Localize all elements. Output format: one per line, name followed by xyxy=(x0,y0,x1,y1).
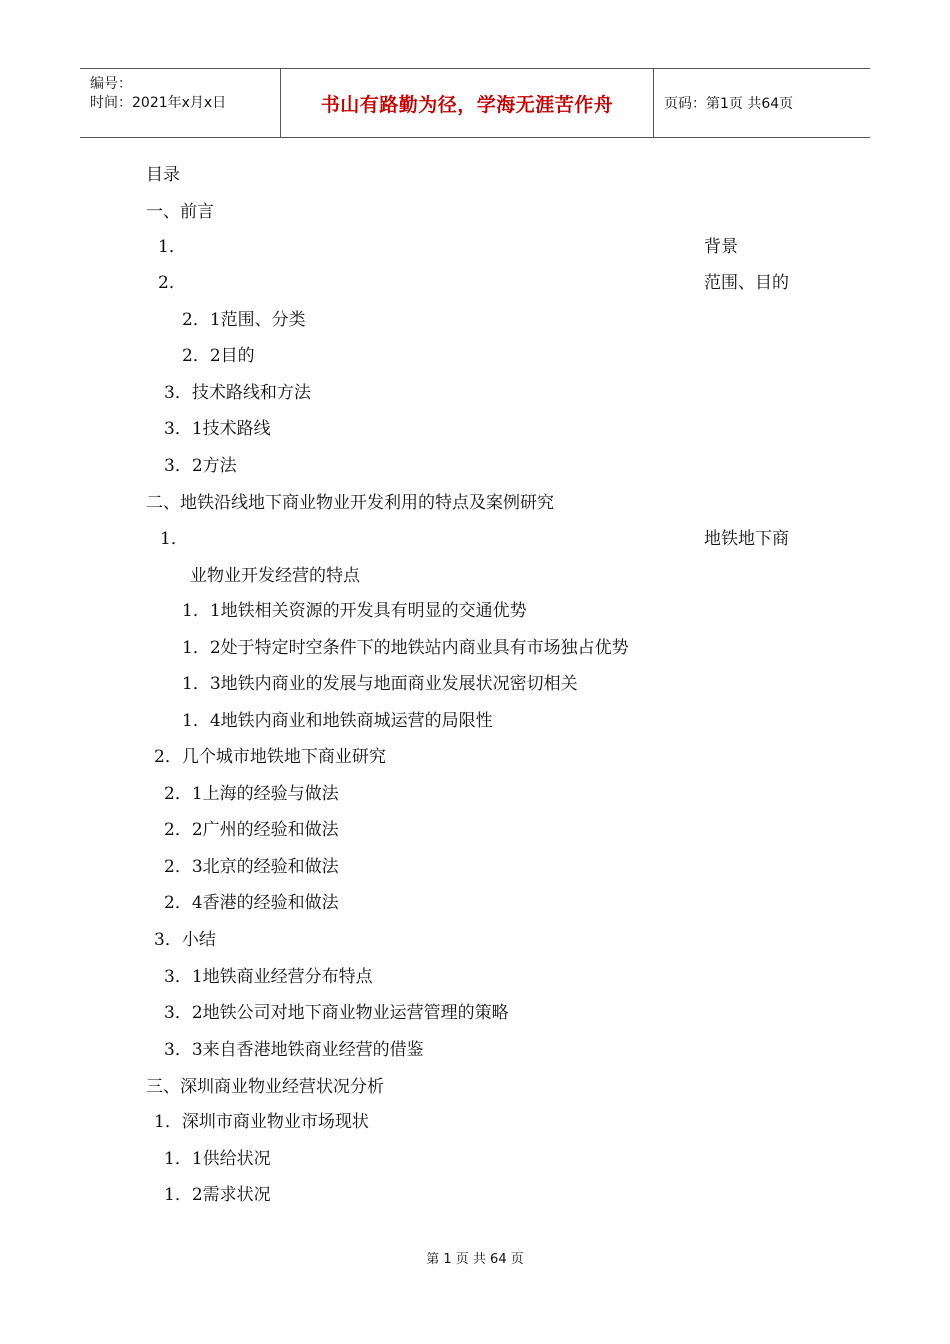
toc-item-3-1: 3．1技术路线 xyxy=(164,419,271,439)
toc-s2-item-3-2: 3．2地铁公司对地下商业物业运营管理的策略 xyxy=(164,1003,509,1023)
toc-s2-item-3: 3．小结 xyxy=(154,930,216,950)
toc-s2-item-1-2: 1．2处于特定时空条件下的地铁站内商业具有市场独占优势 xyxy=(182,638,629,658)
toc-s2-item-3-3: 3．3来自香港地铁商业经营的借鉴 xyxy=(164,1040,424,1060)
header-middle-cell xyxy=(281,69,654,137)
toc-s2-item-2-4: 2．4香港的经验和做法 xyxy=(164,893,339,913)
toc-item-2-1: 2．1范围、分类 xyxy=(182,310,306,330)
toc-s2-item-1-title-end: 业物业开发经营的特点 xyxy=(190,566,360,586)
page-footer: 第 1 页 共 64 页 xyxy=(426,1252,524,1267)
toc-s2-item-2-2: 2．2广州的经验和做法 xyxy=(164,820,339,840)
header-slogan: 书山有路勤为径，学海无涯苦作舟 xyxy=(320,93,614,116)
toc-s2-item-1-3: 1．3地铁内商业的发展与地面商业发展状况密切相关 xyxy=(182,674,578,694)
header-left-cell xyxy=(80,69,281,137)
toc-item-3-2: 3．2方法 xyxy=(164,456,237,476)
serial-label: 编号： xyxy=(90,76,132,92)
header-right-cell xyxy=(654,69,870,137)
toc-s2-item-2-3: 2．3北京的经验和做法 xyxy=(164,857,339,877)
toc-s2-item-2-1: 2．1上海的经验与做法 xyxy=(164,784,339,804)
toc-item-2-title: 范围、目的 xyxy=(704,273,789,293)
toc-s2-item-1-number: 1． xyxy=(160,529,188,549)
toc-item-1-title: 背景 xyxy=(704,237,738,257)
toc-s2-item-1-4: 1．4地铁内商业和地铁商城运营的局限性 xyxy=(182,711,493,731)
toc-item-3: 3．技术路线和方法 xyxy=(164,383,311,403)
toc-section-1: 一、前言 xyxy=(146,202,214,222)
toc-title: 目录 xyxy=(146,165,180,185)
toc-s3-item-1-2: 1．2需求状况 xyxy=(164,1185,271,1205)
toc-s2-item-1-title-start: 地铁地下商 xyxy=(704,529,789,549)
toc-s2-item-2: 2．几个城市地铁地下商业研究 xyxy=(154,747,386,767)
toc-item-2-2: 2．2目的 xyxy=(182,346,255,366)
toc-item-2-number: 2． xyxy=(158,273,186,293)
toc-section-2: 二、地铁沿线地下商业物业开发利用的特点及案例研究 xyxy=(146,493,554,513)
toc-s3-item-1: 1．深圳市商业物业市场现状 xyxy=(154,1112,369,1132)
toc-s2-item-1-1: 1．1地铁相关资源的开发具有明显的交通优势 xyxy=(182,601,527,621)
toc-s3-item-1-1: 1．1供给状况 xyxy=(164,1149,271,1169)
document-header xyxy=(80,68,870,138)
toc-s2-item-3-1: 3．1地铁商业经营分布特点 xyxy=(164,967,373,987)
toc-item-1-number: 1． xyxy=(158,237,186,257)
time-label: 时间：2021年x月x日 xyxy=(90,95,227,111)
header-page-info: 页码：第1页 共64页 xyxy=(664,96,794,112)
toc-section-3: 三、深圳商业物业经营状况分析 xyxy=(146,1077,384,1097)
